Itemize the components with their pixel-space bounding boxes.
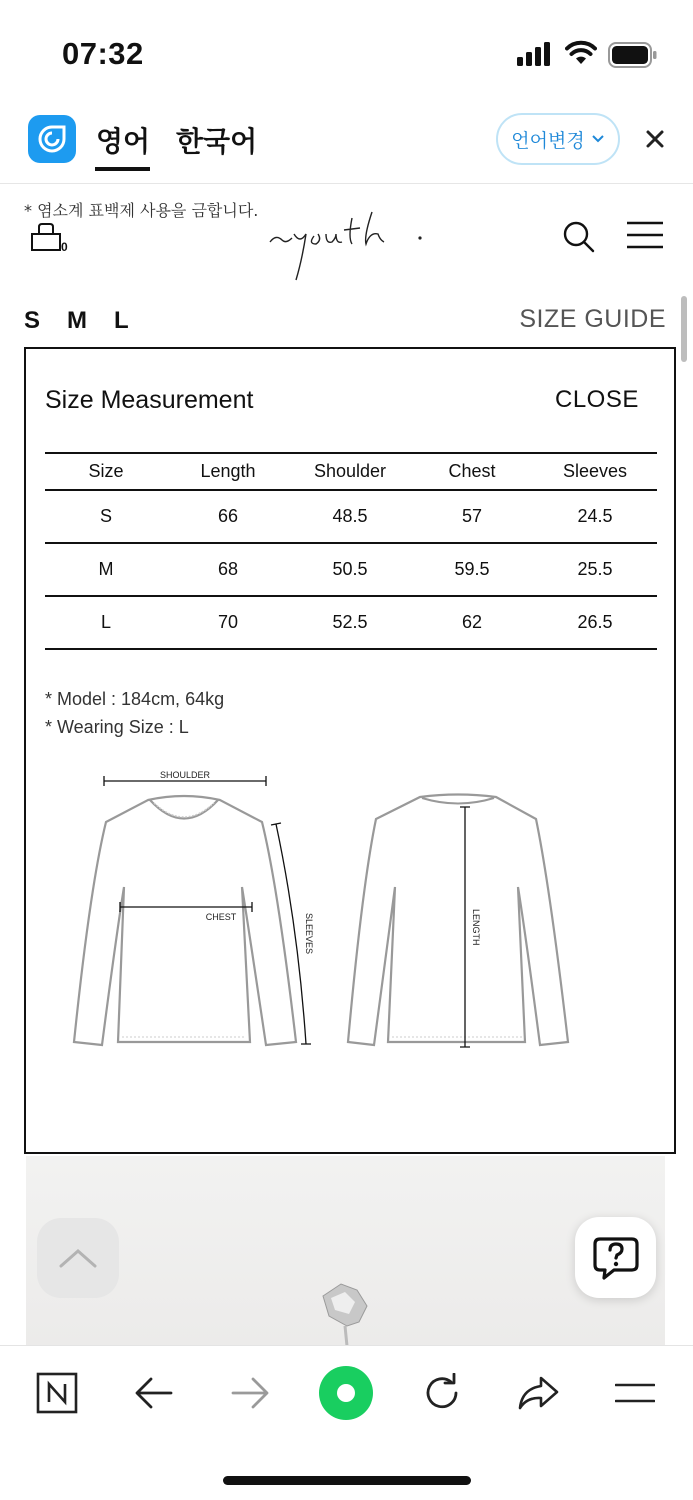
table-row — [45, 596, 657, 649]
model-info — [45, 685, 224, 741]
product-photo — [26, 1156, 665, 1345]
chest-label: CHEST — [205, 912, 237, 922]
papago-logo-icon[interactable] — [28, 115, 76, 163]
garment-measurement-diagram — [70, 767, 590, 1067]
table-cell: 24.5 — [533, 490, 657, 543]
modal-title: Size Measurement — [45, 386, 254, 414]
forward-arrow-icon — [230, 1376, 270, 1410]
foil-sculpture-image — [311, 1276, 391, 1345]
search-icon[interactable] — [562, 220, 596, 254]
table-cell: 68 — [167, 543, 289, 596]
bleach-notice: * 염소계 표백제 사용을 금합니다. — [24, 201, 259, 220]
header-chest: Chest — [411, 453, 533, 490]
translate-bar — [0, 100, 693, 184]
table-row — [45, 543, 657, 596]
header-size: Size — [45, 453, 167, 490]
browser-menu-button[interactable] — [607, 1368, 663, 1418]
size-measurement-modal — [24, 347, 676, 1154]
tab-english[interactable]: 영어 — [96, 125, 151, 158]
sleeves-label: SLEEVES — [304, 913, 314, 955]
share-icon — [517, 1375, 559, 1411]
length-label: LENGTH — [471, 909, 481, 946]
wearing-size-note: * Wearing Size : L — [45, 717, 189, 737]
chevron-up-icon — [58, 1247, 98, 1269]
status-bar — [0, 0, 693, 100]
tab-selected-indicator — [95, 167, 150, 171]
home-indicator — [223, 1476, 471, 1485]
size-options — [24, 307, 129, 335]
table-cell: 25.5 — [533, 543, 657, 596]
back-view-drawing — [348, 795, 568, 1048]
table-cell: S — [45, 490, 167, 543]
model-note: * Model : 184cm, 64kg — [45, 689, 225, 709]
back-arrow-icon — [134, 1376, 174, 1410]
back-button[interactable] — [126, 1368, 182, 1418]
cart-icon[interactable] — [30, 222, 62, 252]
size-table — [45, 452, 657, 650]
header-shoulder: Shoulder — [289, 453, 411, 490]
table-cell: L — [45, 596, 167, 649]
menu-icon — [615, 1381, 655, 1405]
change-language-button[interactable] — [496, 113, 620, 165]
green-dot-icon — [318, 1365, 374, 1421]
naver-home-icon — [36, 1372, 78, 1414]
status-time: 07:32 — [62, 36, 144, 71]
help-chat-button[interactable] — [575, 1217, 656, 1298]
table-cell: M — [45, 543, 167, 596]
tab-korean[interactable]: 한국어 — [176, 125, 258, 158]
header-sleeves: Sleeves — [533, 453, 657, 490]
youth-logo[interactable] — [262, 208, 432, 284]
wifi-icon — [565, 40, 597, 66]
question-chat-icon — [592, 1235, 640, 1281]
table-cell: 59.5 — [411, 543, 533, 596]
share-button[interactable] — [510, 1368, 566, 1418]
table-cell: 48.5 — [289, 490, 411, 543]
table-cell: 52.5 — [289, 596, 411, 649]
table-cell: 62 — [411, 596, 533, 649]
page-scrollbar[interactable] — [681, 296, 687, 362]
table-cell: 50.5 — [289, 543, 411, 596]
green-dot-button[interactable] — [318, 1365, 374, 1421]
table-cell: 66 — [167, 490, 289, 543]
table-cell: 57 — [411, 490, 533, 543]
table-header-row — [45, 453, 657, 490]
chevron-down-icon — [591, 134, 605, 144]
front-view-drawing — [74, 770, 314, 1045]
size-guide-button[interactable]: SIZE GUIDE — [519, 305, 666, 333]
size-option-s[interactable]: S — [24, 307, 41, 334]
header-length: Length — [167, 453, 289, 490]
naver-home-button[interactable] — [29, 1368, 85, 1418]
refresh-button[interactable] — [414, 1368, 470, 1418]
table-cell: 70 — [167, 596, 289, 649]
browser-toolbar — [0, 1345, 693, 1500]
shoulder-label: SHOULDER — [159, 770, 211, 780]
hamburger-menu-icon[interactable] — [626, 221, 664, 249]
table-row — [45, 490, 657, 543]
cart-count: 0 — [61, 240, 68, 254]
table-cell: 26.5 — [533, 596, 657, 649]
modal-close-button[interactable]: CLOSE — [555, 386, 639, 413]
signal-icon — [517, 42, 553, 66]
battery-icon — [608, 42, 658, 68]
refresh-icon — [422, 1373, 462, 1413]
size-option-l[interactable]: L — [114, 307, 129, 334]
size-option-m[interactable]: M — [67, 307, 88, 334]
forward-button[interactable] — [222, 1368, 278, 1418]
change-language-label: 언어변경 — [511, 129, 585, 152]
close-icon[interactable] — [640, 124, 670, 154]
scroll-to-top-button[interactable] — [37, 1218, 119, 1298]
